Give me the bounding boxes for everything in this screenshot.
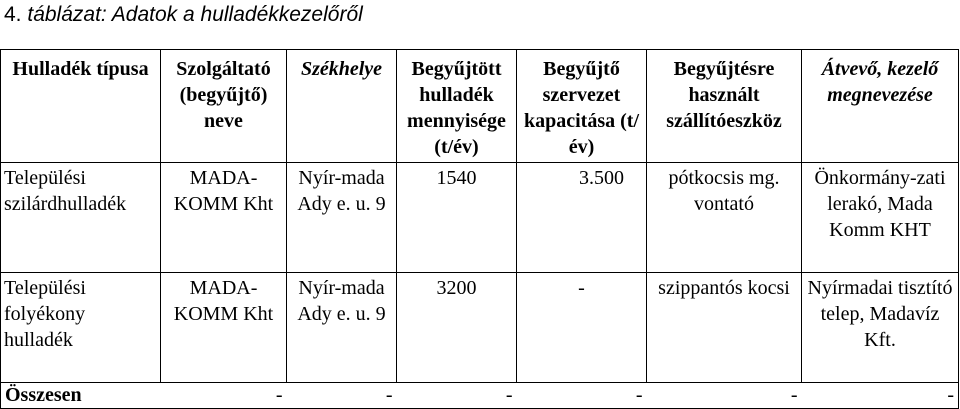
header-receiver: Átvevő, kezelő megnevezése — [802, 50, 959, 163]
waste-data-table — [0, 49, 959, 409]
total-quantity: - — [397, 383, 517, 409]
caption-text: táblázat: Adatok a hulladékkezelőről — [27, 3, 363, 26]
total-capacity: - — [517, 383, 647, 409]
cell-type: Települési szilárdhulladék — [1, 163, 161, 273]
cell-seat: Nyír-mada Ady e. u. 9 — [287, 163, 397, 273]
cell-type: Települési folyékony hulladék — [1, 273, 161, 383]
header-vehicle: Begyűjtésre használt szállítóeszköz — [647, 50, 802, 163]
total-provider: - — [161, 383, 287, 409]
cell-quantity: 3200 — [397, 273, 517, 383]
cell-seat: Nyír-mada Ady e. u. 9 — [287, 273, 397, 383]
cell-receiver: Önkormány-zati lerakó, Mada Komm KHT — [802, 163, 959, 273]
cell-receiver: Nyírmadai tisztító telep, Madavíz Kft. — [802, 273, 959, 383]
cell-quantity: 1540 — [397, 163, 517, 273]
cell-capacity: - — [517, 273, 647, 383]
cell-provider: MADA-KOMM Kht — [161, 163, 287, 273]
table-caption — [4, 2, 363, 28]
total-vehicle: - — [647, 383, 802, 409]
table-row — [1, 273, 959, 383]
total-receiver: - — [802, 383, 959, 409]
header-row — [1, 50, 959, 163]
header-quantity: Begyűjtött hulladék mennyisége (t/év) — [397, 50, 517, 163]
header-capacity: Begyűjtő szervezet kapacitása (t/év) — [517, 50, 647, 163]
header-waste-type: Hulladék típusa — [1, 50, 161, 163]
header-seat: Székhelye — [287, 50, 397, 163]
caption-number: 4. — [4, 3, 22, 26]
cell-vehicle: szippantós kocsi — [647, 273, 802, 383]
cell-provider: MADA-KOMM Kht — [161, 273, 287, 383]
total-seat: - — [287, 383, 397, 409]
total-label: Összesen — [1, 383, 161, 409]
total-row — [1, 383, 959, 409]
table-row — [1, 163, 959, 273]
header-provider: Szolgáltató (begyűjtő) neve — [161, 50, 287, 163]
cell-vehicle: pótkocsis mg. vontató — [647, 163, 802, 273]
cell-capacity: 3.500 — [517, 163, 647, 273]
